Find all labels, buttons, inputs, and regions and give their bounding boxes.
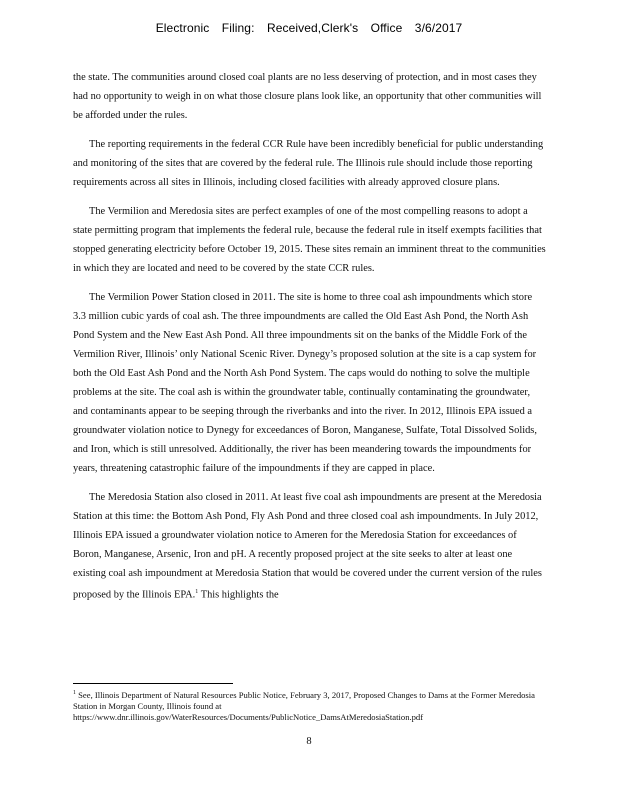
paragraph-1: the state. The communities around closed coal plants are no less deserving of protection, and in most cases they had no opportunity to weigh in on what those closure plans look like, an opportunity that other communities will be afforded under the rules. — [73, 72, 542, 121]
footnote-text: See, Illinois Department of Natural Resources Public Notice, February 3, 2017, Proposed Changes to Dams at the Former Meredosia Station in Morgan County, Illinois found at https://www.dnr.illinois.gov/WaterResources/Documents/PublicNotice_DamsAtMeredosiaStation.pdf — [73, 689, 535, 722]
footnote-divider — [73, 683, 233, 684]
filing-header: Electronic Filing: Received,Clerk's Office 3/6/2017 — [155, 21, 463, 35]
paragraph-4: The Vermilion Power Station closed in 2011. The site is home to three coal ash impoundments which store 3.3 million cubic yards of coal ash. The three impoundments are called the Old East Ash Pond, the North Ash Pond System and the New East Ash Pond. All three impoundments sit on the banks of the Middle Fork of the Vermilion River, Illinois’ only National Scenic River. Dynegy’s proposed solution at the site is a cap system for both the Old East Ash Pond and the North Ash Pond System. The caps would do nothing to solve the multiple problems at the site. The coal ash is within the groundwater table, continually contaminating the groundwater, and contaminants appear to be seeping through the riverbanks and into the river. In 2012, Illinois EPA issued a groundwater violation notice to Dynegy for exceedances of Boron, Manganese, Sulfate, Total Dissolved Solids, and Iron, which is still unresolved. Additionally, the river has been meandering towards the impoundments for years, threatening catastrophic failure of the impoundments if they are capped in place. — [73, 292, 537, 474]
paragraph-3: The Vermilion and Meredosia sites are perfect examples of one of the most compelling reasons to adopt a state permitting program that implements the federal rule, because the federal rule in itself exempts facilities that stopped generating electricity before October 19, 2015. These sites remain an imminent threat to the communities in which they are located and need to be covered by the state CCR rules. — [73, 206, 546, 274]
paragraph-5-text: The Meredosia Station also closed in 2011. At least five coal ash impoundments are present at the Meredosia Station at this time: the Bottom Ash Pond, Fly Ash Pond and three closed coal ash impoundments. In July 2012, Illinois EPA issued a groundwater violation notice to Ameren for the Meredosia Station for exceedances of Boron, Manganese, Arsenic, Iron and pH. A recently proposed project at the site seeks to alter at least one existing coal ash impoundment at Meredosia Station that would be covered under the current version of the rules proposed by the Illinois EPA. — [73, 492, 542, 601]
paragraph-5 — [73, 488, 547, 604]
body-text — [73, 68, 547, 614]
footnote-reference: 1 — [195, 589, 199, 595]
paragraph-2: The reporting requirements in the federal CCR Rule have been incredibly beneficial for public understanding and monitoring of the sites that are covered by the federal rule. The Illinois rule should include those reporting requirements across all sites in Illinois, including closed facilities with already approved closure plans. — [73, 139, 544, 188]
page-number: 8 — [306, 736, 312, 747]
paragraph-5-tail: This highlights the — [200, 589, 279, 601]
footnote — [73, 688, 547, 723]
footnote-marker: 1 — [73, 690, 76, 696]
